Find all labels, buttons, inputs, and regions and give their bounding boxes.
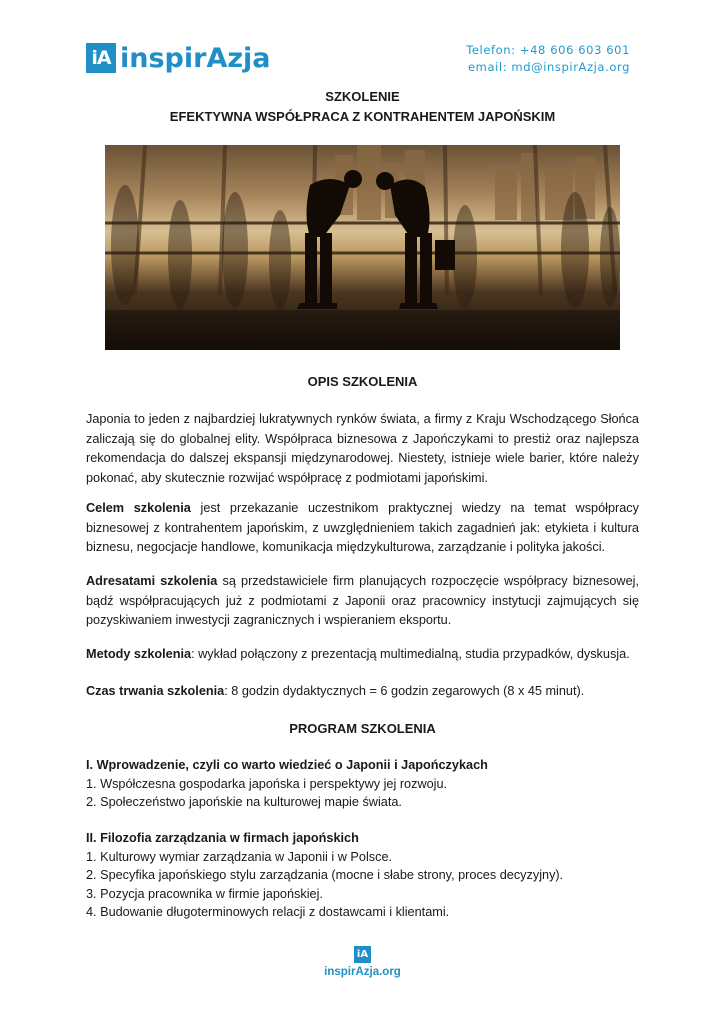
list-item: 3. Pozycja pracownika w firmie japońskiej. (86, 886, 323, 901)
doc-subtitle: EFEKTYWNA WSPÓŁPRACA Z KONTRAHENTEM JAPOŃSKIM (169, 109, 556, 124)
footer-logo-mark: iA (354, 946, 371, 963)
audience-paragraph (86, 572, 639, 631)
duration-label: Czas trwania szkolenia (86, 684, 225, 698)
program-section-2 (86, 829, 646, 922)
goal-paragraph (86, 499, 639, 558)
list-item: 2. Społeczeństwo japońskie na kulturowej mapie świata. (86, 795, 402, 809)
program-section-1 (86, 756, 646, 812)
section-heading-program: PROGRAM SZKOLENIA (289, 721, 436, 736)
doc-title: SZKOLENIE (325, 89, 400, 104)
section-heading-opis: OPIS SZKOLENIA (307, 374, 418, 389)
program-section-title: II. Filozofia zarządzania w firmach japońskich (86, 831, 359, 845)
program-section-title: I. Wprowadzenie, czyli co warto wiedzieć o Japonii i Japończykach (86, 758, 488, 772)
logo-mark: iA (86, 43, 116, 73)
list-item: 1. Kulturowy wymiar zarządzania w Japonii i w Polsce. (86, 849, 393, 864)
bowing-businessmen-illustration (105, 145, 620, 350)
goal-text: jest przekazanie uczestnikom praktycznej wiedzy na temat współpracy biznesowej z kontrahentem japońskim, z uwzględnieniem takich zagadnień jak: etykieta i kultura biznesu, negocjacje handlowe, komunikacja międzykulturowa, zarządzanie i polityka jakości. (86, 501, 639, 554)
list-item: 2. Specyfika japońskiego stylu zarządzania (mocne i słabe strony, proces decyzyjny). (86, 868, 564, 882)
methods-paragraph (86, 645, 639, 665)
duration-text: : 8 godzin dydaktycznych = 6 godzin zegarowych (8 x 45 minut). (224, 684, 585, 698)
list-item: 1. Współczesna gospodarka japońska i perspektywy jej rozwoju. (86, 776, 448, 791)
contact-info (466, 42, 630, 76)
logo (86, 40, 271, 76)
methods-text: : wykład połączony z prezentacją multimedialną, studia przypadków, dyskusja. (191, 647, 630, 661)
goal-label: Celem szkolenia (86, 501, 191, 515)
audience-text: są przedstawiciele firm planujących rozpoczęcie współpracy biznesowej, bądź współpracujących już z podmiotami z Japonii oraz pracownicy instytucji zajmujących się pozyskiwaniem inwestycji zagranicznych i wspieraniem eksportu. (86, 574, 639, 627)
methods-label: Metody szkolenia (86, 647, 192, 661)
email-text: email: md@inspirAzja.org (467, 60, 630, 74)
logo-text: inspirAzja (120, 42, 271, 74)
duration-paragraph (86, 682, 639, 702)
hero-image (105, 145, 620, 350)
intro-paragraph: Japonia to jeden z najbardziej lukratywnych rynków świata, a firmy z Kraju Wschodzącego Słońca zaliczają się do globalnej elity. Współpraca biznesowa z Japończykami to prestiż oraz najlepsza rekomendacja do dalszej ekspansji międzynarodowej. Niestety, istnieje wiele barier, które należy pokonać, aby skutecznie rozwijać współpracę z podmiotami japońskimi. (86, 412, 639, 485)
audience-label: Adresatami szkolenia (86, 574, 218, 588)
footer-site-link[interactable]: inspirAzja.org (324, 966, 401, 978)
phone-text: Telefon: +48 606 603 601 (466, 43, 630, 57)
footer (0, 946, 725, 978)
list-item: 4. Budowanie długoterminowych relacji z dostawcami i klientami. (86, 905, 450, 919)
